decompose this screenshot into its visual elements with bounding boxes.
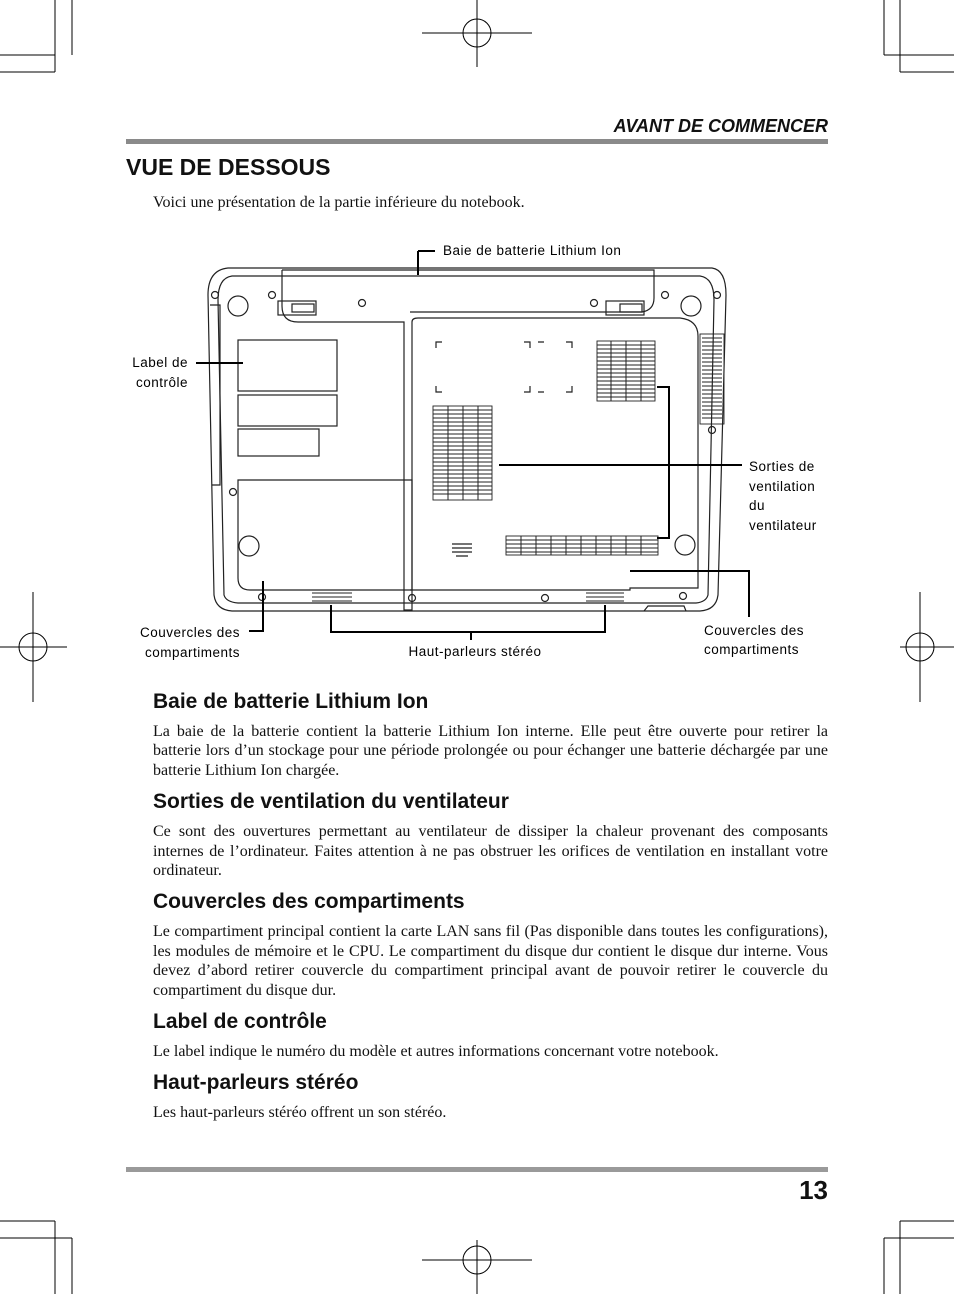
subsection-heading: Couvercles des compartiments [153,890,465,914]
section-title: VUE DE DESSOUS [126,154,331,180]
subsection-compartment-covers [153,890,828,1000]
subsection-battery-bay [153,690,828,780]
callout-vents-line4: ventilateur [749,518,817,533]
battery-bay [282,270,698,610]
callout-battery-bay: Baie de batterie Lithium Ion [443,243,622,258]
subsection-text: Ce sont des ouvertures permettant au ventilateur de dissiper la chaleur provenant des composants internes de l’ordinateur. Faites attention à ne pas obstruer les orifices de ventilation en installant votre ordinateur. [153,823,828,880]
leader-covers-right [630,571,749,617]
subsection-control-label [153,1010,828,1061]
fan-vents [433,334,724,555]
intro-text: Voici une présentation de la partie inférieure du notebook. [153,194,525,211]
leader-speakers [331,605,605,640]
speaker-right [586,593,624,601]
control-label-2 [238,395,337,426]
leader-battery [418,251,435,275]
subsection-heading: Sorties de ventilation du ventilateur [153,790,509,814]
control-label-1 [238,340,337,391]
callout-label-line2: contrôle [135,375,188,390]
subsection-text: La baie de la batterie contient la batterie Lithium Ion interne. Elle peut être ouverte pour retirer la batterie lors d’un stockage pour une période prolongée ou pour échanger une batterie déchargée par une batterie Lithium Ion chargée. [153,723,828,779]
callout-covers-right-line1: Couvercles des [704,623,805,638]
subsection-fan-vents [153,790,828,880]
hdd-compartment-cover [238,480,412,590]
callout-label-line1: Label de [132,355,188,370]
callout-vents-line1: Sorties de [749,459,815,474]
subsection-heading: Baie de batterie Lithium Ion [153,690,429,713]
callout-covers-right-line2: compartiments [704,642,800,657]
subsection-stereo-speakers [153,1071,828,1122]
callout-speakers: Haut-parleurs stéréo [408,644,542,659]
notebook-body-outline [208,268,726,611]
subsection-heading: Label de contrôle [153,1010,327,1034]
callout-covers-left-line2: compartiments [144,645,240,660]
footer-rule [126,1167,828,1172]
speaker-left [312,593,352,601]
callout-vents-line2: ventilation [749,479,816,494]
subsection-text: Le compartiment principal contient la carte LAN sans fil (Pas disponible dans toutes les configurations), les modules de mémoire et le CPU. Le compartiment du disque dur contient le disque dur interne. Vous devez d’abord retirer couvercle du compartiment principal avant de pouvoir retirer le couvercle du compartiment du disque dur. [153,923,828,999]
subsection-text: Les haut-parleurs stéréo offrent un son stéréo. [153,1104,447,1122]
subsections [153,690,828,1133]
subsection-heading: Haut-parleurs stéréo [153,1071,359,1095]
page-number: 13 [799,1175,828,1205]
callout-vents-line3: du [749,498,766,513]
subsection-text: Le label indique le numéro du modèle et autres informations concernant votre notebook. [153,1043,719,1061]
leader-covers-left [249,581,263,631]
control-label-3 [238,429,319,456]
running-header: AVANT DE COMMENCER [613,116,828,136]
callout-covers-left-line1: Couvercles des [139,625,240,640]
